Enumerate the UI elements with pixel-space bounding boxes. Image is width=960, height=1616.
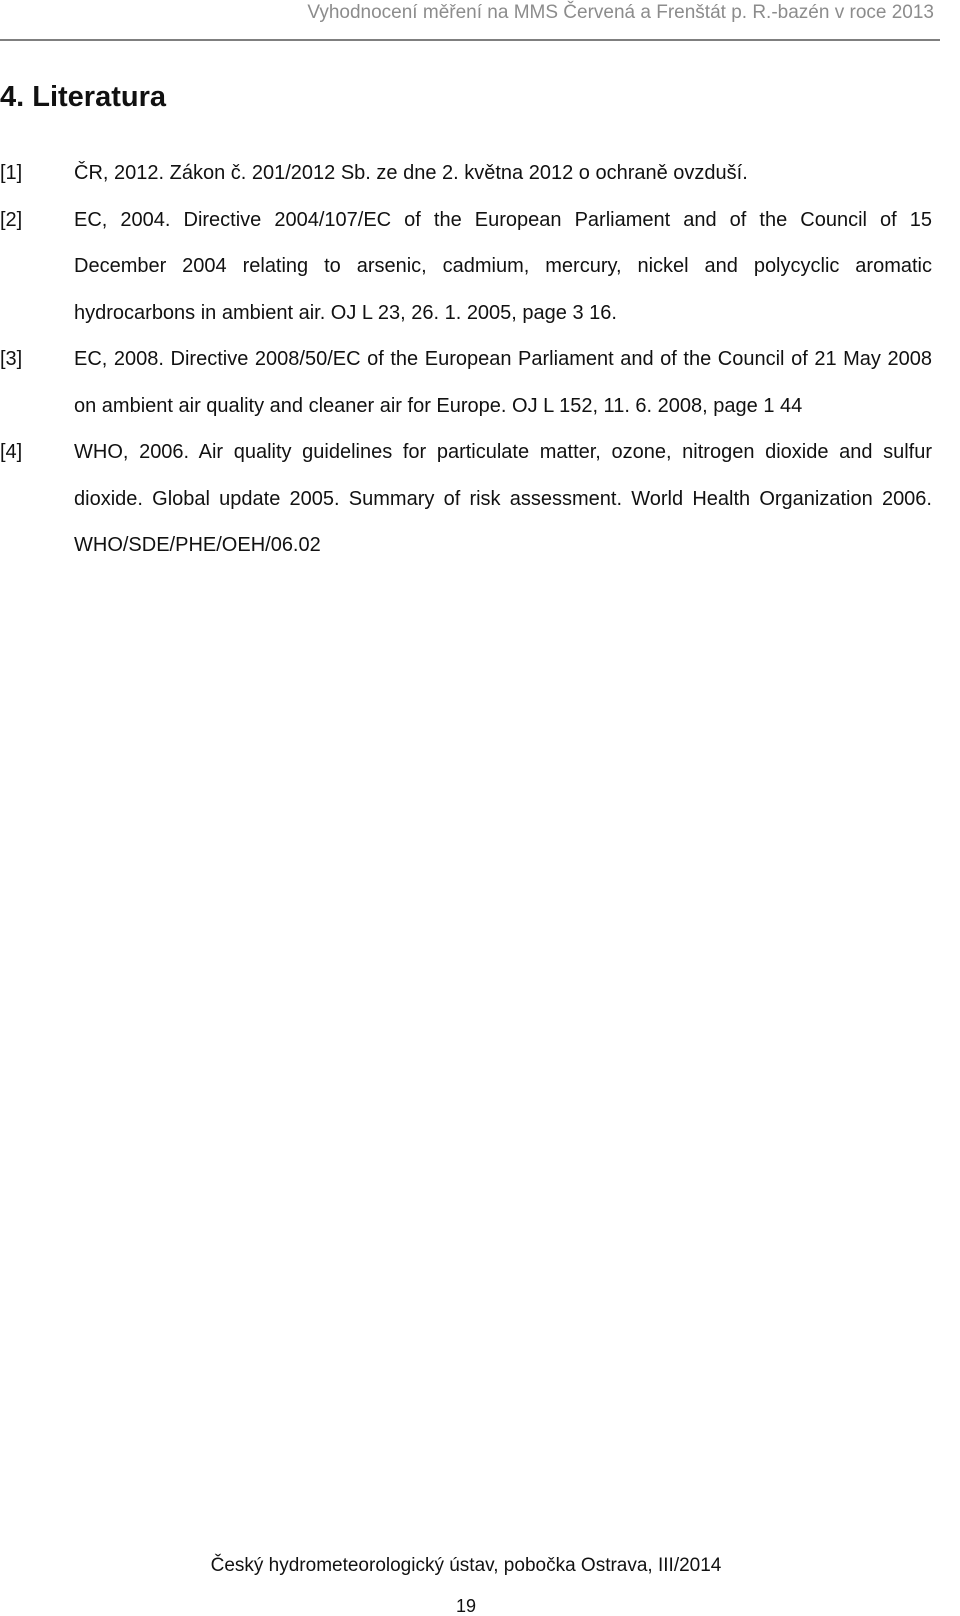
reference-entry-4 [0,429,932,569]
reference-text: EC, 2004. Directive 2004/107/EC of the European Parliament and of the Council of 15 December 2004 relating to arsenic, cadmium, mercury, nickel and polycyclic aromatic hydrocarbons in ambient air. OJ L 23, 26. 1. 2005, page 3 16. [74,208,932,324]
reference-number: [2] [0,208,23,231]
reference-entry-3 [0,336,932,429]
reference-entry-2 [0,197,932,337]
reference-number: [1] [0,162,23,184]
running-header: Vyhodnocení měření na MMS Červená a Frenštát p. R.-bazén v roce 2013 [307,2,934,23]
reference-number: [4] [0,441,23,463]
reference-text: WHO, 2006. Air quality guidelines for particulate matter, ozone, nitrogen dioxide and sulfur dioxide. Global update 2005. Summary of risk assessment. World Health Organization 2006. WHO/SDE/PHE/OEH/06.02 [74,441,932,556]
header-divider [0,39,940,41]
page-number: 19 [455,1596,477,1616]
reference-number: [3] [0,348,23,370]
reference-list [0,150,932,569]
section-title: 4. Literatura [0,81,166,113]
reference-entry-1 [0,150,932,197]
reference-text: ČR, 2012. Zákon č. 201/2012 Sb. ze dne 2. května 2012 o ochraně ovzduší. [74,162,748,184]
footer-institution: Český hydrometeorologický ústav, pobočka Ostrava, III/2014 [210,1555,722,1576]
reference-text: EC, 2008. Directive 2008/50/EC of the European Parliament and of the Council of 21 May 2008 on ambient air quality and cleaner air for Europe. OJ L 152, 11. 6. 2008, page 1 44 [74,348,932,417]
